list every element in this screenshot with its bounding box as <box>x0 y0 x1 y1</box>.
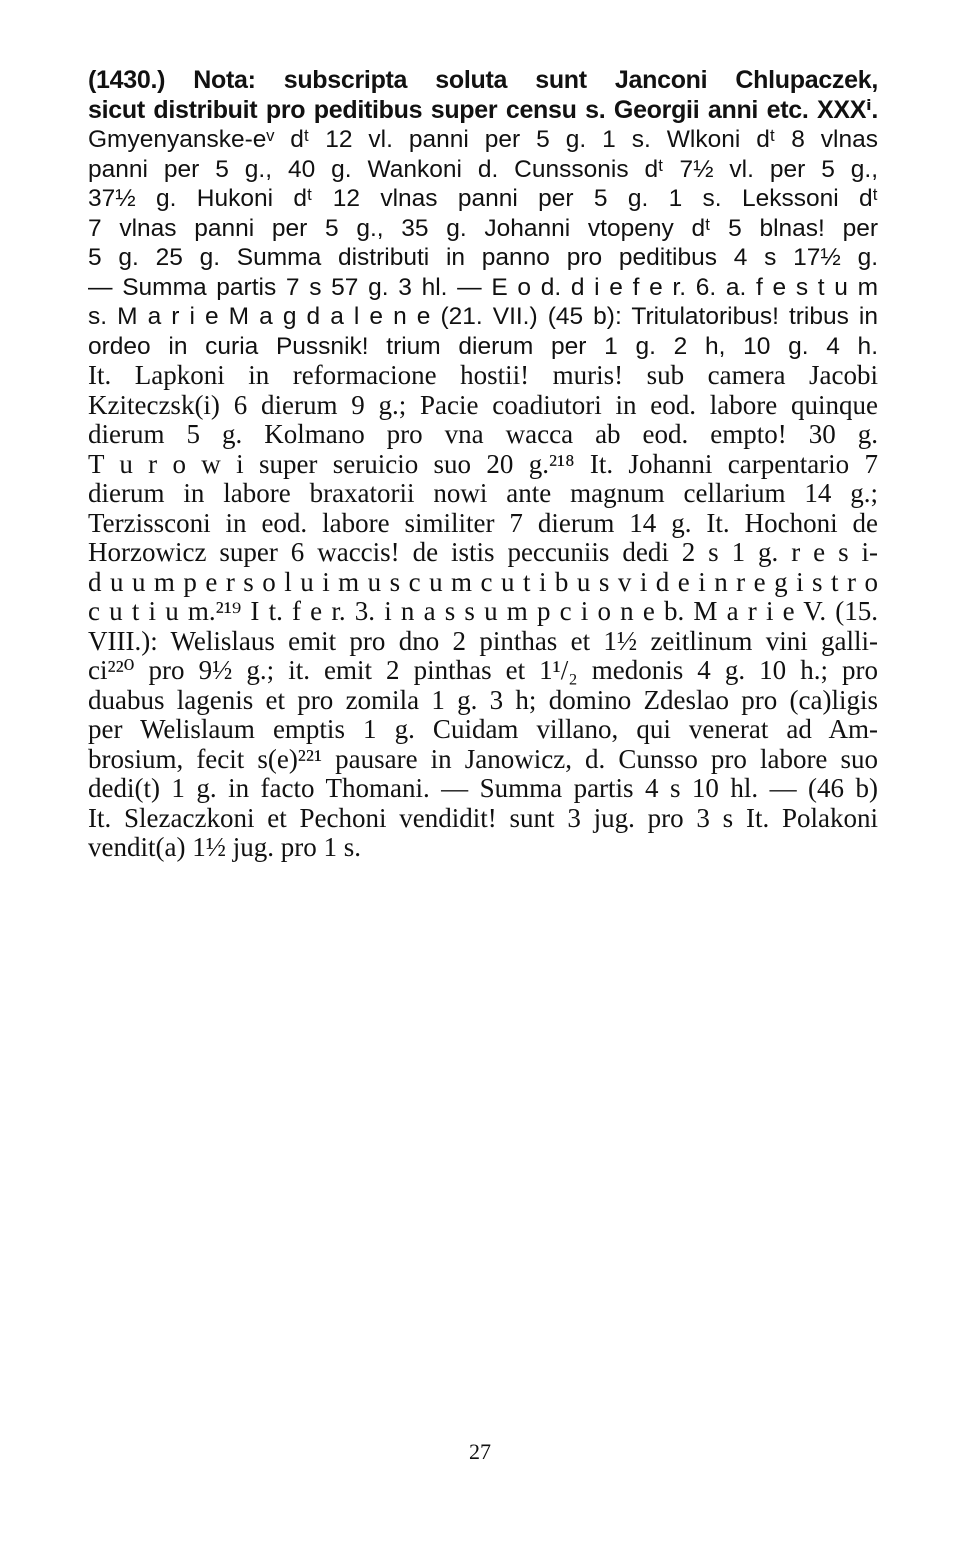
text-line: sicut distribuit pro peditibus super censu s. Georgii anni etc. XXXⁱ. <box>88 95 878 124</box>
text-line: Horzowicz super 6 waccis! de istis peccuniis dedi 2 s 1 g. r e s i- <box>88 537 878 567</box>
text-line: duabus lagenis et pro zomila 1 g. 3 h; domino Zdeslao pro (ca)ligis <box>88 684 878 715</box>
text-line: ordeo in curia Pussnik! trium dierum per 1 g. 2 h, 10 g. 4 h. <box>88 332 878 360</box>
text-line: c u t i u m.²¹⁹ I t. f e r. 3. i n a s s u m p c i o n e b. M a r i e V. (15. <box>88 596 878 626</box>
text-line: d u u m p e r s o l u i m u s c u m c u t i b u s v i d e i n r e g i s t r o <box>88 566 878 597</box>
text-line: vendit(a) 1½ jug. pro 1 s. <box>88 832 361 862</box>
text-line: (1430.) Nota: subscripta soluta sunt Janconi Chlupaczek, <box>88 66 878 94</box>
text-line: It. Slezaczkoni et Pechoni vendidit! sunt 3 jug. pro 3 s It. Polakoni <box>88 802 878 833</box>
text-line: 37½ g. Hukoni dᵗ 12 vlnas panni per 5 g. 1 s. Lekssoni dᵗ <box>88 185 878 212</box>
text-line: It. Lapkoni in reformacione hostii! muris! sub camera Jacobi <box>88 360 878 390</box>
text-line: dierum in labore braxatorii nowi ante magnum cellarium 14 g.; <box>88 478 878 508</box>
text-line: T u r o w i super seruicio suo 20 g.²¹⁸ It. Johanni carpentario 7 <box>88 448 878 479</box>
text-line: Kziteczsk(i) 6 dierum 9 g.; Pacie coadiutori in eod. labore quinque <box>88 389 878 420</box>
text-line: — Summa partis 7 s 57 g. 3 hl. — E o d. d i e f e r. 6. a. f e s t u m <box>88 273 878 301</box>
text-line: ci²²⁰ pro 9½ g.; it. emit 2 pinthas et 1¹/₂ medonis 4 g. 10 h.; pro <box>88 655 878 685</box>
text-line: per Welislaum emptis 1 g. Cuidam villano, qui venerat ad Am- <box>88 714 878 744</box>
text-line: 5 g. 25 g. Summa distributi in panno pro peditibus 4 s 17½ g. <box>88 244 878 271</box>
text-line: VIII.): Welislaus emit pro dno 2 pinthas et 1½ zeitlinum vini galli- <box>88 625 878 656</box>
text-line: s. M a r i e M a g d a l e n e (21. VII.) (45 b): Tritulatoribus! tribus in <box>88 303 878 330</box>
document-body <box>88 66 878 863</box>
text-line: brosium, fecit s(e)²²¹ pausare in Janowicz, d. Cunsso pro labore suo <box>88 743 878 774</box>
text-line: dierum 5 g. Kolmano pro vna wacca ab eod. empto! 30 g. <box>88 419 878 449</box>
text-line: panni per 5 g., 40 g. Wankoni d. Cunssonis dᵗ 7½ vl. per 5 g., <box>88 155 878 183</box>
text-line: Gmyenyanske-eᵛ dᵗ 12 vl. panni per 5 g. 1 s. Wlkoni dᵗ 8 vlnas <box>88 126 878 153</box>
text-line: dedi(t) 1 g. in facto Thomani. — Summa partis 4 s 10 hl. — (46 b) <box>88 773 878 803</box>
page-number: 27 <box>469 1439 491 1464</box>
text-line: 7 vlnas panni per 5 g., 35 g. Johanni vtopeny dᵗ 5 blnas! per <box>88 214 878 242</box>
text-line: Terzissconi in eod. labore similiter 7 dierum 14 g. It. Hochoni de <box>88 507 878 538</box>
